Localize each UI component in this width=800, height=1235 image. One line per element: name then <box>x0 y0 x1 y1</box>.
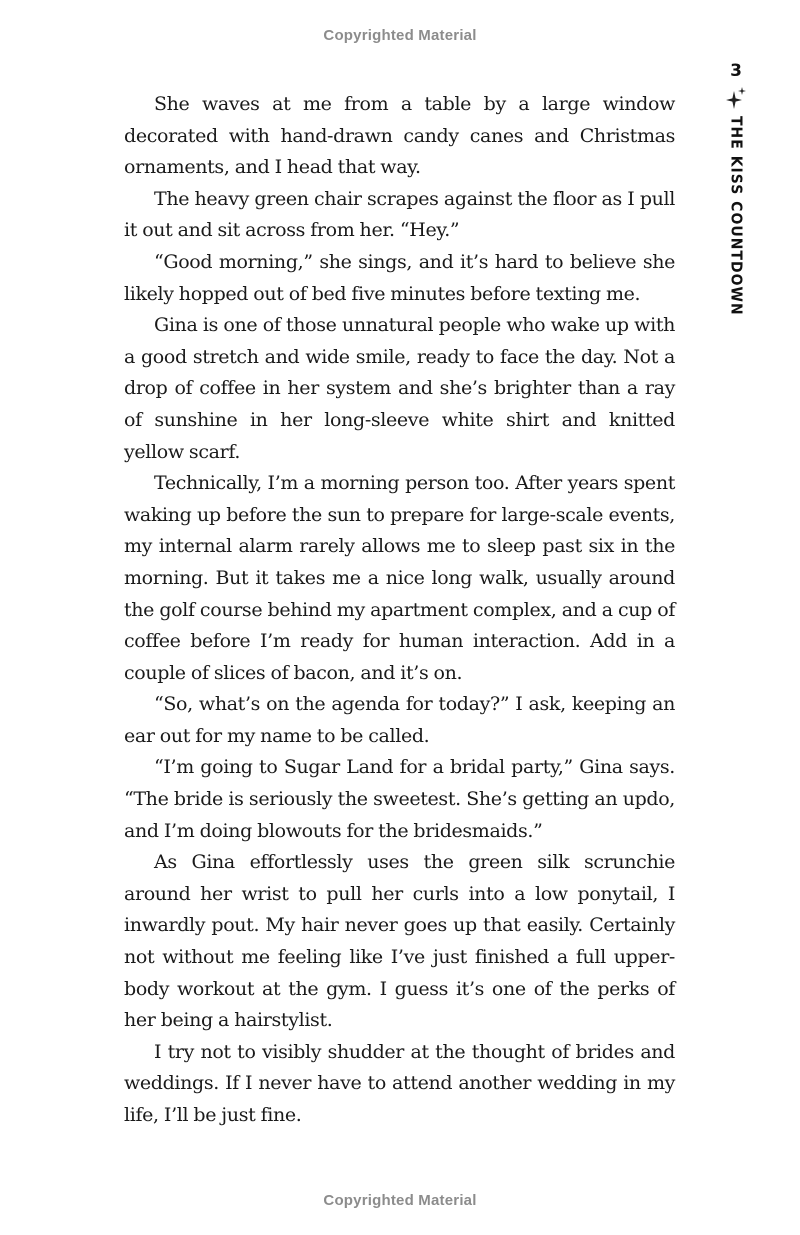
sparkle-icon <box>725 86 747 110</box>
paragraph: She waves at me from a table by a large window decorated with hand-drawn candy canes and Christmas ornaments, and I head that way. <box>124 93 675 179</box>
paragraph: “So, what’s on the agenda for today?” I ask, keeping an ear out for my name to be called. <box>124 693 675 747</box>
paragraph: As Gina effortlessly uses the green silk scrunchie around her wrist to pull her curls into a low ponytail, I inwardly pout. My hair never goes up that easily. Certainly not without me feeling like I’ve just finished a full upper-body workout at the gym. I guess it’s one of the perks of her being a hairstylist. <box>124 851 675 1032</box>
paragraph: “I’m going to Sugar Land for a bridal party,” Gina says. “The bride is seriously the sweetest. She’s getting an updo, and I’m doing blowouts for the bridesmaids.” <box>124 756 675 842</box>
paragraph: The heavy green chair scrapes against the floor as I pull it out and sit across from her. “Hey.” <box>124 187 675 242</box>
paragraph: Gina is one of those unnatural people who wake up with a good stretch and wide smile, ready to face the day. Not a drop of coffee in her system and she’s brighter than a ray of sunshine in her long-sleeve white shirt and knitted yellow scarf. <box>124 314 675 463</box>
copyright-watermark-top: Copyrighted Material <box>323 27 477 44</box>
running-head <box>722 58 750 316</box>
copyright-watermark-bottom: Copyrighted Material <box>323 1192 477 1209</box>
book-title: THE KISS COUNTDOWN <box>727 116 745 316</box>
page-number: 3 <box>730 61 742 81</box>
paragraph: “Good morning,” she sings, and it’s hard to believe she likely hopped out of bed five minutes before texting me. <box>124 250 675 305</box>
body-text <box>124 89 675 1132</box>
paragraph: I try not to visibly shudder at the thought of brides and weddings. If I never have to attend another wedding in my life, I’ll be just fine. <box>124 1040 675 1126</box>
paragraph: Technically, I’m a morning person too. After years spent waking up before the sun to prepare for large-scale events, my internal alarm rarely allows me to sleep past six in the morning. But it takes me a nice long walk, usually around the golf course behind my apartment complex, and a cup of coffee before I’m ready for human interaction. Add in a couple of slices of bacon, and it’s on. <box>124 472 675 684</box>
